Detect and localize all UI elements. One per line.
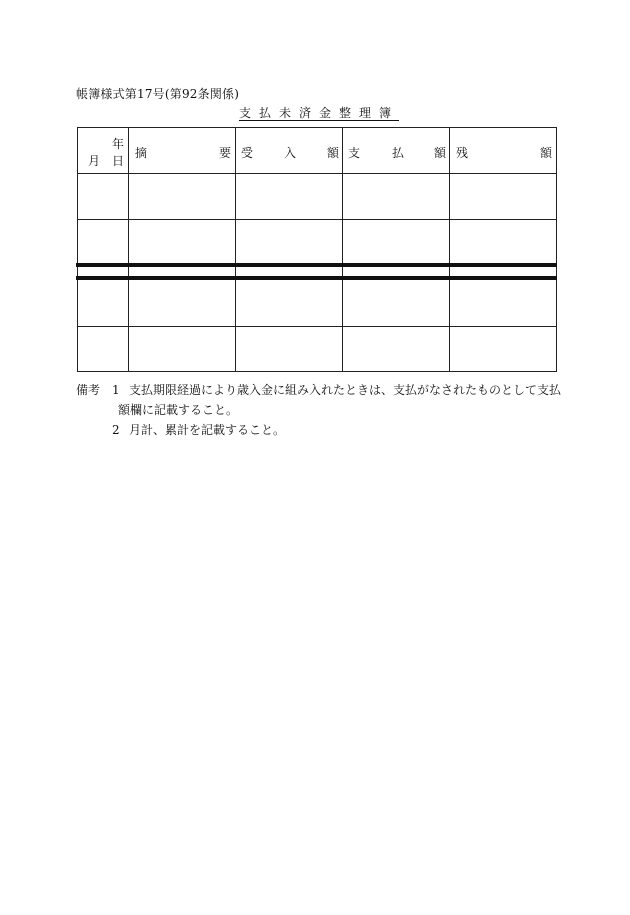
table-border-right bbox=[556, 127, 557, 372]
table-row bbox=[77, 219, 556, 265]
remarks-section bbox=[76, 380, 566, 440]
cell-date[interactable] bbox=[77, 219, 128, 265]
header-received-3: 額 bbox=[327, 146, 340, 160]
remark-item bbox=[76, 380, 566, 400]
cell-paid[interactable] bbox=[342, 173, 449, 219]
table-row bbox=[77, 173, 556, 219]
cell-summary[interactable] bbox=[128, 219, 235, 265]
cell-summary[interactable] bbox=[128, 173, 235, 219]
header-paid-3: 額 bbox=[434, 146, 447, 160]
header-month: 月 bbox=[88, 154, 101, 168]
header-balance-left: 残 bbox=[456, 146, 469, 160]
remark-text-continuation: 額欄に記載すること。 bbox=[118, 403, 239, 417]
cell-paid[interactable] bbox=[342, 326, 449, 372]
break-line-lower bbox=[76, 276, 557, 280]
header-balance-right: 額 bbox=[540, 146, 553, 160]
table-row bbox=[77, 326, 556, 372]
header-summary-left: 摘 bbox=[135, 146, 148, 160]
cell-received[interactable] bbox=[235, 281, 342, 326]
header-summary-right: 要 bbox=[219, 146, 232, 160]
header-paid-1: 支 bbox=[348, 146, 361, 160]
ledger-title-text: 支払未済金整理簿 bbox=[238, 106, 399, 120]
ledger-table bbox=[77, 127, 556, 372]
cell-balance[interactable] bbox=[449, 281, 556, 326]
cell-balance[interactable] bbox=[449, 326, 556, 372]
header-received-2: 入 bbox=[284, 146, 297, 160]
cell-received[interactable] bbox=[235, 219, 342, 265]
cell-paid[interactable] bbox=[342, 281, 449, 326]
header-day: 日 bbox=[112, 154, 125, 168]
cell-balance[interactable] bbox=[449, 173, 556, 219]
form-number-label: 帳簿様式第17号(第92条関係) bbox=[76, 87, 240, 101]
ledger-title bbox=[0, 104, 630, 121]
remark-number: 2 bbox=[112, 423, 120, 437]
header-received-1: 受 bbox=[241, 146, 254, 160]
remarks-label: 備考 bbox=[76, 383, 101, 397]
remark-item bbox=[76, 420, 566, 440]
cell-date[interactable] bbox=[77, 326, 128, 372]
remark-item-continuation bbox=[76, 400, 566, 420]
remark-number: 1 bbox=[112, 383, 120, 397]
cell-paid[interactable] bbox=[342, 219, 449, 265]
cell-received[interactable] bbox=[235, 173, 342, 219]
header-year: 年 bbox=[112, 137, 125, 151]
cell-received[interactable] bbox=[235, 326, 342, 372]
table-row bbox=[77, 281, 556, 326]
header-paid-2: 払 bbox=[392, 146, 405, 160]
remark-text: 月計、累計を記載すること。 bbox=[129, 423, 286, 437]
remark-text: 支払期限経過により歳入金に組み入れたときは、支払がなされたものとして支払 bbox=[129, 383, 562, 397]
cell-balance[interactable] bbox=[449, 219, 556, 265]
cell-summary[interactable] bbox=[128, 326, 235, 372]
cell-summary[interactable] bbox=[128, 281, 235, 326]
cell-date[interactable] bbox=[77, 173, 128, 219]
table-border-top bbox=[77, 127, 557, 128]
cell-date[interactable] bbox=[77, 281, 128, 326]
